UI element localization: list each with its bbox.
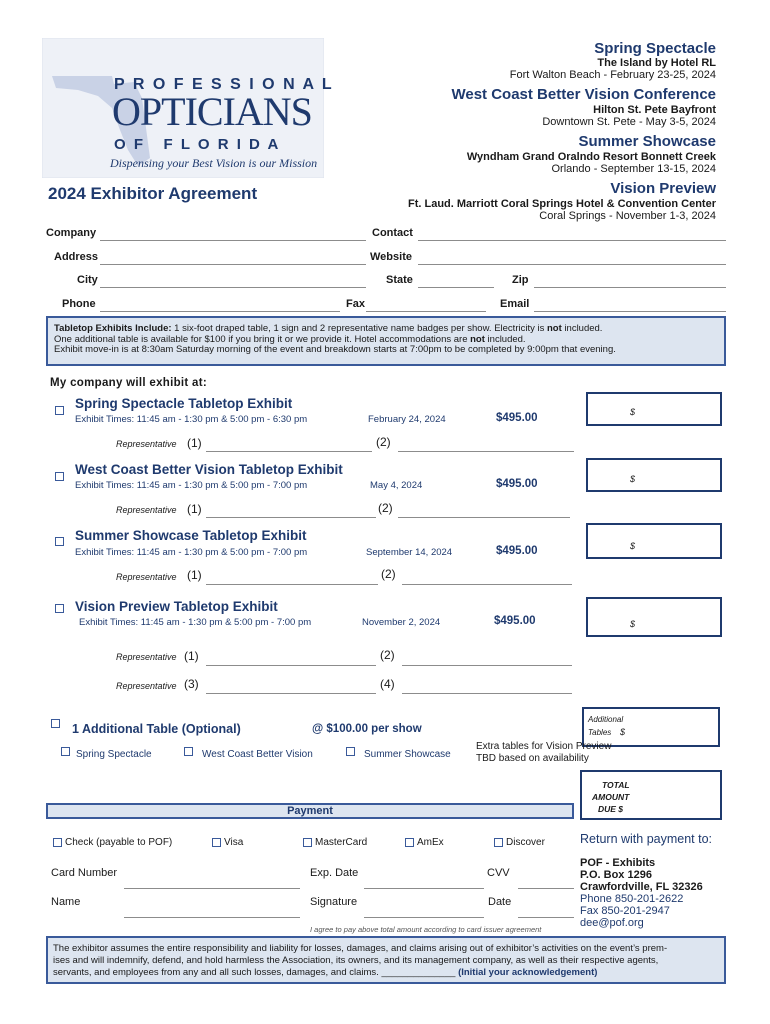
logo-line2: OPTICIANS [112,89,312,134]
zip-field[interactable] [534,274,726,288]
exhibit-4-date: November 2, 2024 [362,617,441,628]
exhibit-4-rep4-field[interactable] [402,680,572,694]
event-1-when: Fort Walton Beach - February 23-25, 2024 [509,69,716,81]
exhibit-1-date: February 24, 2024 [368,414,446,425]
exhibit-1-rep2-num: (2) [376,435,391,449]
addon-note-1: Extra tables for Vision Preview [476,741,612,752]
pay-amex-label: AmEx [417,837,444,848]
exhibit-2-date: May 4, 2024 [370,480,423,491]
addon-westcoast-checkbox[interactable] [184,747,193,756]
pay-check-label: Check (payable to POF) [65,837,173,848]
notice-not2: not [470,333,485,345]
exhibit-3-checkbox[interactable] [55,537,64,546]
company-label: Company [46,227,97,239]
logo-line3: O F F L O R I D A [114,136,281,153]
notice-line1a: 1 six-foot draped table, 1 sign and 2 representative name badges per show. Electricity is [171,323,547,334]
address-label: Address [54,251,99,263]
pay-visa-checkbox[interactable] [212,838,221,847]
exhibit-2-rep1-num: (1) [187,502,202,516]
return-fax: Fax 850-201-2947 [580,905,670,917]
email-field[interactable] [534,298,726,312]
exhibit-3-times: Exhibit Times: 11:45 am - 1:30 pm & 5:00 pm - 7:00 pm [75,547,308,558]
page-title: 2024 Exhibitor Agreement [48,184,258,203]
exhibit-1-title: Spring Spectacle Tabletop Exhibit [75,396,293,411]
additional-box-label1: Additional [588,715,624,724]
event-2-when: Downtown St. Pete - May 3-5, 2024 [542,116,716,128]
notice-line2a: One additional table is available for $100 if you bring it or we provide it. Hotel accommodations are [54,333,471,345]
pay-visa-label: Visa [224,837,244,848]
fax-field[interactable] [366,298,486,312]
exhibit-1-times: Exhibit Times: 11:45 am - 1:30 pm & 5:00 pm - 6:30 pm [75,414,308,425]
card-number-field[interactable] [124,875,300,889]
liability-acknowledgement: (Initial your acknowledgement) [458,967,598,978]
event-2-name: West Coast Better Vision Conference [451,86,716,103]
return-heading: Return with payment to: [580,832,713,846]
exhibit-3-price: $495.00 [496,545,538,557]
exhibit-3-rep1-num: (1) [187,568,202,582]
pay-mc-label: MasterCard [315,837,368,848]
exhibit-4-times: Exhibit Times: 11:45 am - 1:30 pm & 5:00 pm - 7:00 pm [79,617,312,628]
exhibit-3-amount-box[interactable] [586,523,722,559]
exhibit-4-title: Vision Preview Tabletop Exhibit [75,599,278,614]
exhibit-2-checkbox[interactable] [55,472,64,481]
city-label: City [77,274,98,286]
notice-not1: not [547,323,562,334]
name-field[interactable] [124,904,300,918]
company-field[interactable] [100,227,366,241]
website-label: Website [370,251,412,263]
zip-label: Zip [512,274,529,286]
exhibit-2-title: West Coast Better Vision Tabletop Exhibit [75,462,343,477]
return-line2: P.O. Box 1296 [580,869,652,881]
return-line1: POF - Exhibits [580,857,656,869]
liability-line3 [53,967,719,979]
pay-discover-label: Discover [506,837,545,848]
city-field[interactable] [100,274,366,288]
logo [42,38,334,178]
signature-label: Signature [310,896,358,908]
liability-line2: ises and will indemnify, defend, and hold harmless the Association, its owners, and its management company, as well as their respective agents, [53,955,659,966]
exhibit-3-rep2-field[interactable] [402,571,572,585]
addon-summer-label: Summer Showcase [364,749,451,760]
tabletop-notice [46,316,726,366]
exhibit-2-rep2-num: (2) [378,501,393,515]
exhibit-2-rep2-field[interactable] [398,504,570,518]
pay-discover-checkbox[interactable] [494,838,503,847]
exhibit-4-rep3-field[interactable] [206,680,376,694]
website-field[interactable] [418,251,726,265]
addon-spring-checkbox[interactable] [61,747,70,756]
additional-table-checkbox[interactable] [51,719,60,728]
exhibit-3-rep-label: Representative [116,572,177,582]
fax-label: Fax [346,298,365,310]
total-label-1: TOTAL [602,780,630,790]
event-2-venue: Hilton St. Pete Bayfront [593,104,716,116]
pay-amex-checkbox[interactable] [405,838,414,847]
exhibit-4-rep4-num: (4) [380,677,395,691]
notice-line1b: included. [561,323,603,334]
return-line3: Crawfordville, FL 32326 [580,881,703,893]
pay-mc-checkbox[interactable] [303,838,312,847]
exhibit-4-dollar: $ [630,619,636,629]
exp-date-label: Exp. Date [310,867,359,879]
exhibit-1-rep1-num: (1) [187,436,202,450]
event-1-name: Spring Spectacle [594,40,716,57]
logo-line1: P R O F E S S I O N A L [114,76,334,93]
additional-table-price: @ $100.00 per show [312,723,422,735]
logo-tagline: Dispensing your Best Vision is our Mission [110,156,318,170]
total-label-3: DUE $ [598,804,624,814]
exhibit-3-title: Summer Showcase Tabletop Exhibit [75,528,307,543]
total-amount-box[interactable] [580,770,722,820]
event-4-name: Vision Preview [610,180,716,197]
notice-lead: Tabletop Exhibits Include: [54,323,172,334]
addon-note-2: TBD based on availability [476,753,589,764]
exhibit-1-rep2-field[interactable] [398,438,574,452]
exhibit-4-amount-box[interactable] [586,597,722,637]
exhibit-2-rep1-field[interactable] [206,504,376,518]
exhibit-4-rep-label-2: Representative [116,681,177,691]
return-phone: Phone 850-201-2622 [580,893,684,905]
exhibit-4-rep2-field[interactable] [402,652,572,666]
exhibit-1-checkbox[interactable] [55,406,64,415]
total-label-2: AMOUNT [592,792,630,802]
exhibit-4-rep-label: Representative [116,652,177,662]
event-3-when: Orlando - September 13-15, 2024 [551,163,716,175]
exhibit-1-dollar: $ [630,407,636,417]
date-field[interactable] [518,904,574,918]
exhibit-2-amount-box[interactable] [586,458,722,492]
agreement-note: I agree to pay above total amount according to card issuer agreement [310,925,542,934]
signature-field[interactable] [364,904,484,918]
cvv-label: CVV [487,867,510,879]
addon-summer-checkbox[interactable] [346,747,355,756]
exhibit-heading: My company will exhibit at: [50,377,207,389]
exhibit-4-price: $495.00 [494,615,536,627]
state-label: State [386,274,413,286]
exhibit-4-checkbox[interactable] [55,604,64,613]
state-field[interactable] [418,274,494,288]
exhibit-3-date: September 14, 2024 [366,547,453,558]
exhibit-3-rep2-num: (2) [381,567,396,581]
event-1-venue: The Island by Hotel RL [597,57,716,69]
date-label: Date [488,896,512,908]
exhibit-3-dollar: $ [630,541,636,551]
liability-box [46,936,726,984]
email-label: Email [500,298,530,310]
addon-spring-label: Spring Spectacle [76,749,152,760]
additional-box-dollar: $ [620,727,626,737]
return-email[interactable]: dee@pof.org [580,917,644,929]
exhibit-4-rep1-num: (1) [184,649,199,663]
pay-check-checkbox[interactable] [53,838,62,847]
event-3-venue: Wyndham Grand Oralndo Resort Bonnett Creek [466,151,716,163]
liability-line3-text: servants, and employees from any and all such losses, damages, and claims. ______________ [53,967,459,978]
event-4-venue: Ft. Laud. Marriott Coral Springs Hotel & Convention Center [407,198,716,210]
addon-westcoast-label: West Coast Better Vision [202,749,313,760]
exhibit-2-price: $495.00 [496,478,538,490]
exhibit-2-times: Exhibit Times: 11:45 am - 1:30 pm & 5:00 pm - 7:00 pm [75,480,308,491]
payment-header [46,803,574,819]
contact-field[interactable] [418,227,726,241]
event-3-name: Summer Showcase [578,133,716,150]
exhibit-3-rep1-field[interactable] [206,571,378,585]
event-4-when: Coral Springs - November 1-3, 2024 [539,210,716,222]
exhibit-2-rep-label: Representative [116,505,177,515]
events-list [316,40,716,223]
exp-date-field[interactable] [364,875,484,889]
exhibit-4-rep2-num: (2) [380,648,395,662]
additional-box-label2: Tables [588,728,612,737]
card-number-label: Card Number [51,867,118,879]
exhibit-1-rep-label: Representative [116,439,177,449]
address-field[interactable] [100,251,366,265]
exhibit-2-dollar: $ [630,474,636,484]
exhibit-1-amount-box[interactable] [586,392,722,426]
name-label: Name [51,896,81,908]
liability-line1: The exhibitor assumes the entire responsibility and liability for losses, damages, and claims arising out of exhibitor’s activities on the event’s prem- [53,943,668,954]
notice-line3: Exhibit move-in is at 8:30am Saturday morning of the event and breakdown starts at 7:00pm to be completed by 9:00pm that evening. [54,344,616,355]
additional-table-title: 1 Additional Table (Optional) [72,722,241,736]
return-address [580,857,703,929]
phone-field[interactable] [100,298,340,312]
payment-header-text: Payment [287,805,333,817]
exhibit-1-rep1-field[interactable] [206,438,372,452]
phone-label: Phone [62,298,96,310]
exhibit-1-price: $495.00 [496,412,538,424]
exhibit-4-rep3-num: (3) [184,677,199,691]
notice-line2b: included. [484,333,526,345]
cvv-field[interactable] [518,875,574,889]
contact-label: Contact [372,227,413,239]
exhibit-4-rep1-field[interactable] [206,652,376,666]
